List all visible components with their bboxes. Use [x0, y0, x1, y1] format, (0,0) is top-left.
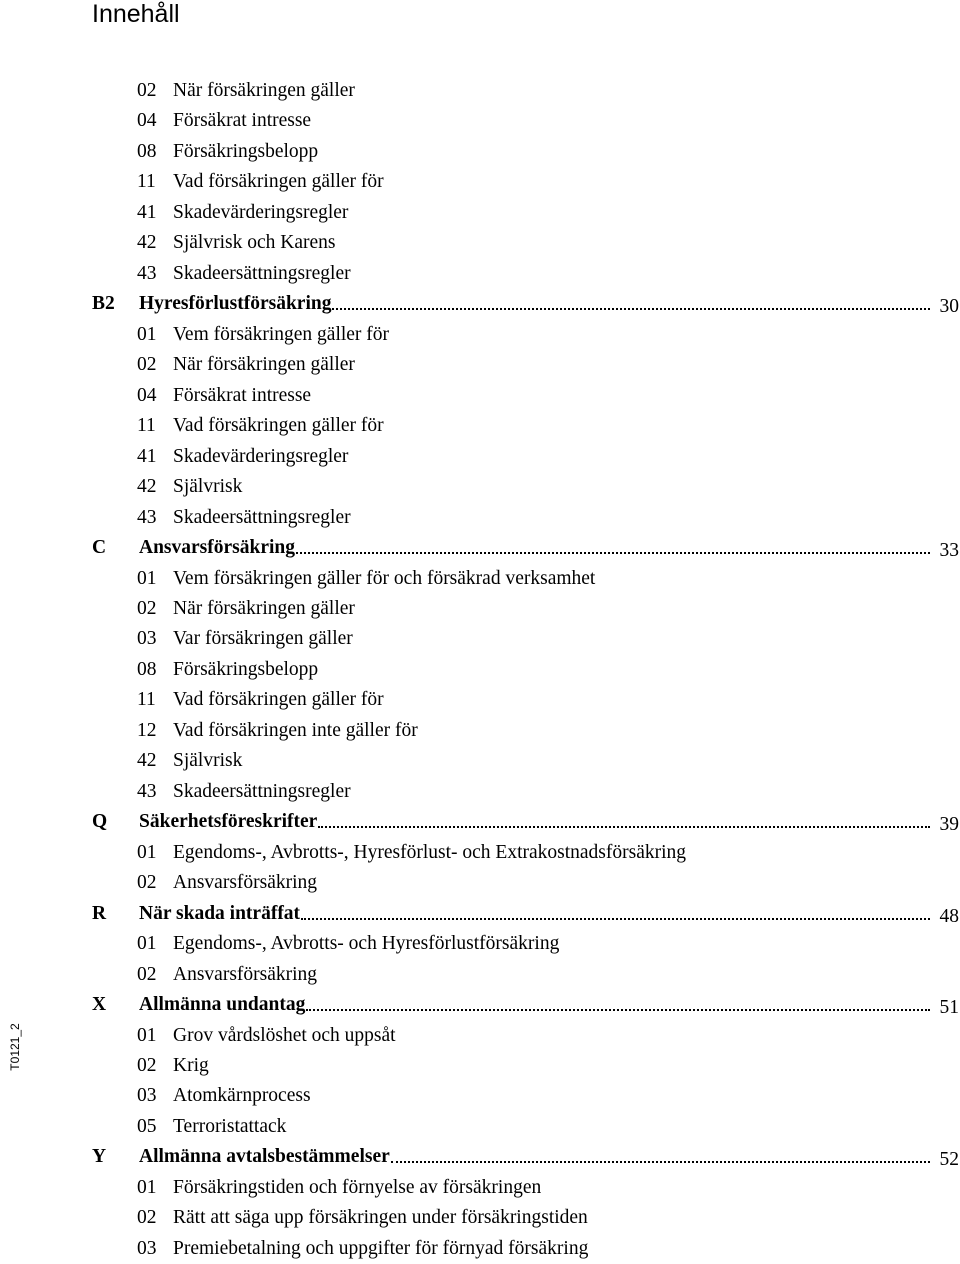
- item-number: 03: [137, 1085, 157, 1107]
- item-number: 01: [137, 1176, 157, 1198]
- toc-section[interactable]: [0, 807, 960, 837]
- item-number: 43: [137, 262, 157, 284]
- toc-item: [0, 442, 960, 472]
- section-title: [139, 533, 930, 563]
- dot-leader: [296, 533, 930, 554]
- item-label: Egendoms-, Avbrotts-, Hyresförlust- och Extrakostnadsförsäkring: [173, 841, 687, 863]
- item-number: 02: [137, 354, 157, 376]
- section-title-text: Hyresförlustförsäkring: [139, 289, 332, 319]
- item-label: Skadevärderingsregler: [173, 201, 349, 223]
- item-number: 11: [137, 171, 156, 193]
- toc-item: [0, 929, 960, 959]
- item-label: Atomkärnprocess: [173, 1085, 311, 1107]
- item-number: 43: [137, 780, 157, 802]
- item-label: Skadevärderingsregler: [173, 445, 349, 467]
- toc-item: [0, 411, 960, 441]
- toc-item: [0, 838, 960, 868]
- item-number: 02: [137, 1055, 157, 1076]
- toc-item: [0, 594, 960, 624]
- item-number: 01: [137, 567, 157, 589]
- toc-item: [0, 1234, 960, 1264]
- item-label: Försäkringstiden och förnyelse av försäkringen: [173, 1176, 542, 1198]
- item-number: 03: [137, 628, 157, 650]
- page-number: 48: [939, 905, 959, 927]
- dot-leader: [332, 289, 930, 310]
- item-label: Självrisk: [173, 750, 243, 772]
- item-label: Vad försäkringen gäller för: [173, 415, 384, 437]
- page-number: 39: [939, 814, 959, 836]
- item-label: Premiebetalning och uppgifter för förnyad försäkring: [173, 1237, 589, 1259]
- section-title-text: Säkerhetsföreskrifter: [139, 807, 318, 837]
- document-code: T0121_2: [8, 1023, 22, 1071]
- toc-item: [0, 1203, 960, 1233]
- section-title: [139, 990, 930, 1020]
- section-title-text: När skada inträffat: [139, 899, 301, 929]
- dot-leader: [318, 807, 930, 828]
- item-label: Vad försäkringen gäller för: [173, 171, 384, 193]
- item-label: Var försäkringen gäller: [173, 628, 353, 650]
- item-number: 42: [137, 750, 157, 772]
- item-number: 02: [137, 1207, 157, 1229]
- item-number: 02: [137, 963, 157, 985]
- toc-item: [0, 564, 960, 594]
- toc-item: [0, 503, 960, 533]
- item-label: Försäkringsbelopp: [173, 140, 319, 162]
- dot-leader: [391, 1142, 930, 1163]
- toc-item: [0, 777, 960, 807]
- item-number: 08: [137, 658, 157, 680]
- table-of-contents: [0, 76, 960, 1264]
- item-label: Självrisk: [173, 476, 243, 498]
- item-number: 43: [137, 506, 157, 528]
- dot-leader: [301, 899, 930, 920]
- item-number: 02: [137, 597, 157, 619]
- item-number: 04: [137, 384, 157, 406]
- section-code: Q: [92, 811, 108, 833]
- toc-item: [0, 960, 960, 990]
- item-label: Skadeersättningsregler: [173, 262, 351, 284]
- section-title: [139, 899, 930, 929]
- toc-item: [0, 1051, 960, 1081]
- item-number: 11: [137, 415, 156, 437]
- page-number: 30: [939, 296, 959, 318]
- item-label: Ansvarsförsäkring: [173, 872, 318, 894]
- item-label: Vad försäkringen gäller för: [173, 689, 384, 711]
- section-title: [139, 289, 930, 319]
- item-number: 41: [137, 445, 157, 467]
- section-title-text: Ansvarsförsäkring: [139, 533, 296, 563]
- item-label: Vem försäkringen gäller för: [173, 323, 390, 345]
- item-number: 02: [137, 872, 157, 894]
- toc-item: [0, 198, 960, 228]
- item-label: Grov vårdslöshet och uppsåt: [173, 1024, 396, 1046]
- item-label: Försäkrat intresse: [173, 110, 312, 132]
- toc-item: [0, 106, 960, 136]
- item-label: Försäkringsbelopp: [173, 658, 319, 680]
- toc-item: [0, 137, 960, 167]
- toc-section[interactable]: [0, 1142, 960, 1172]
- toc-item: [0, 1173, 960, 1203]
- page-title: Innehåll: [92, 0, 180, 28]
- toc-section[interactable]: [0, 899, 960, 929]
- item-label: Vem försäkringen gäller för och försäkrad verksamhet: [173, 567, 596, 589]
- toc-item: [0, 655, 960, 685]
- item-label: Skadeersättningsregler: [173, 506, 351, 528]
- section-code: C: [92, 537, 107, 559]
- toc-section[interactable]: [0, 990, 960, 1020]
- toc-item: [0, 716, 960, 746]
- item-number: 01: [137, 933, 157, 955]
- toc-item: [0, 868, 960, 898]
- section-code: R: [92, 902, 107, 924]
- item-label: När försäkringen gäller: [173, 354, 355, 376]
- item-label: Egendoms-, Avbrotts- och Hyresförlustförsäkring: [173, 933, 560, 955]
- toc-item: [0, 1021, 960, 1051]
- section-title-text: Allmänna avtalsbestämmelser: [139, 1142, 391, 1172]
- item-label: När försäkringen gäller: [173, 597, 355, 619]
- toc-item: [0, 76, 960, 106]
- item-number: 11: [137, 689, 156, 711]
- item-number: 02: [137, 80, 157, 101]
- section-code: X: [92, 994, 107, 1016]
- item-number: 12: [137, 719, 157, 741]
- toc-item: [0, 624, 960, 654]
- toc-item: [0, 259, 960, 289]
- item-number: 42: [137, 476, 157, 498]
- item-number: 08: [137, 140, 157, 162]
- toc-item: [0, 685, 960, 715]
- toc-item: [0, 1081, 960, 1111]
- item-number: 42: [137, 232, 157, 254]
- section-title-text: Allmänna undantag: [139, 990, 306, 1020]
- toc-section[interactable]: [0, 533, 960, 563]
- item-number: 41: [137, 201, 157, 223]
- item-label: Ansvarsförsäkring: [173, 963, 318, 985]
- item-label: Terroristattack: [173, 1115, 287, 1137]
- toc-item: [0, 320, 960, 350]
- item-number: 05: [137, 1115, 157, 1137]
- toc-item: [0, 381, 960, 411]
- page-number: 33: [939, 540, 959, 562]
- item-label: Självrisk och Karens: [173, 232, 336, 254]
- item-label: Vad försäkringen inte gäller för: [173, 719, 418, 741]
- item-label: När försäkringen gäller: [173, 80, 355, 101]
- item-number: 01: [137, 841, 157, 863]
- page-number: 52: [939, 1149, 959, 1171]
- item-label: Krig: [173, 1055, 209, 1076]
- dot-leader: [306, 990, 930, 1011]
- item-label: Skadeersättningsregler: [173, 780, 351, 802]
- toc-item: [0, 350, 960, 380]
- toc-item: [0, 472, 960, 502]
- item-number: 01: [137, 323, 157, 345]
- toc-item: [0, 1112, 960, 1142]
- toc-item: [0, 167, 960, 197]
- section-title: [139, 807, 930, 837]
- item-label: Rätt att säga upp försäkringen under försäkringstiden: [173, 1207, 588, 1229]
- section-title: [139, 1142, 930, 1172]
- item-number: 04: [137, 110, 157, 132]
- toc-section[interactable]: [0, 289, 960, 319]
- page-number: 51: [939, 997, 959, 1019]
- toc-item: [0, 746, 960, 776]
- item-number: 01: [137, 1024, 157, 1046]
- item-label: Försäkrat intresse: [173, 384, 312, 406]
- section-code: B2: [92, 293, 115, 315]
- toc-item: [0, 228, 960, 258]
- item-number: 03: [137, 1237, 157, 1259]
- section-code: Y: [92, 1146, 107, 1168]
